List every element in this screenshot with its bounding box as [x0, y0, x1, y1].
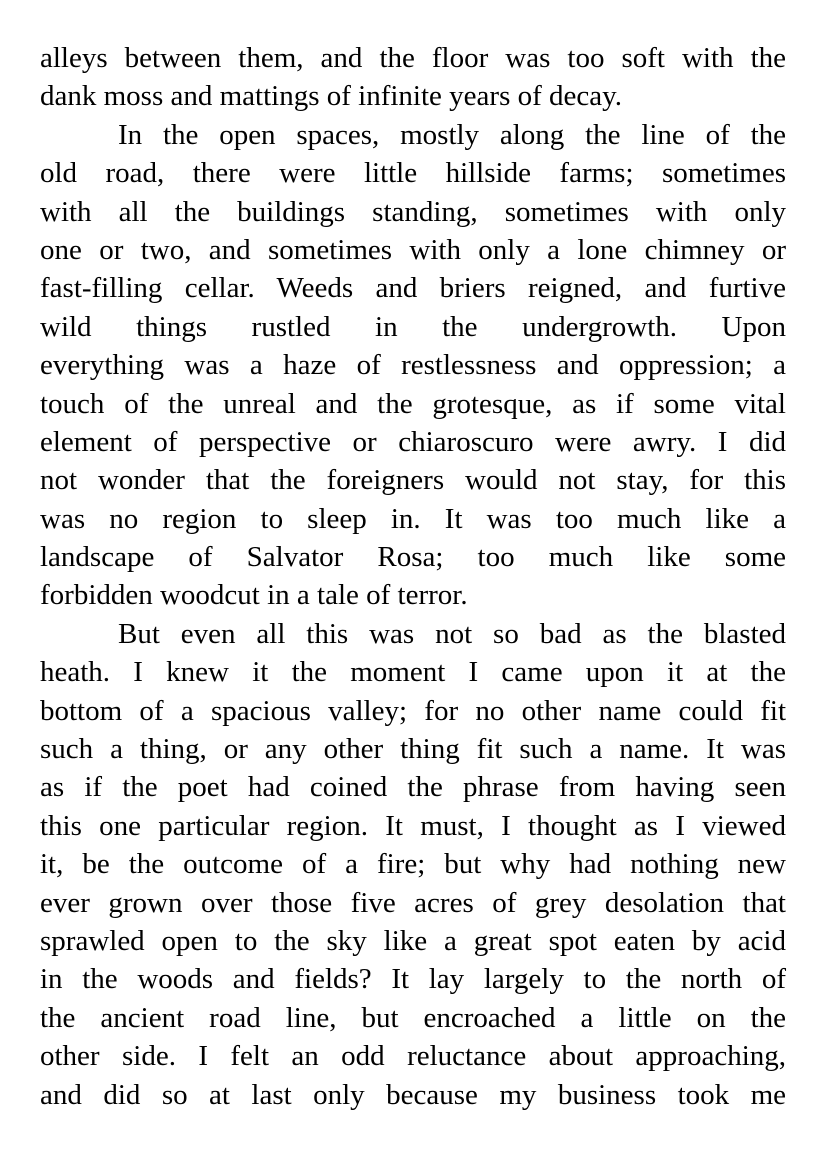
text-line: ever grown over those five acres of grey desolation that — [40, 886, 786, 919]
text-line: other side. I felt an odd reluctance about approaching, — [40, 1040, 786, 1073]
text-line: In the open spaces, mostly along the line of the — [118, 118, 786, 151]
text-line: landscape of Salvator Rosa; too much like some — [40, 541, 786, 574]
text-line: bottom of a spacious valley; for no other name could fit — [40, 694, 786, 727]
text-line: forbidden woodcut in a tale of terror. — [40, 579, 468, 612]
text-line: sprawled open to the sky like a great spot eaten by acid — [40, 924, 786, 957]
text-line: such a thing, or any other thing fit such a name. It was — [40, 733, 786, 766]
text-line: element of perspective or chiaroscuro were awry. I did — [40, 425, 786, 458]
text-line: old road, there were little hillside farms; sometimes — [40, 157, 786, 190]
text-line: this one particular region. It must, I thought as I viewed — [40, 809, 786, 842]
text-line: with all the buildings standing, sometimes with only — [40, 195, 786, 228]
text-line: But even all this was not so bad as the blasted — [118, 617, 786, 650]
text-line: was no region to sleep in. It was too much like a — [40, 502, 786, 535]
text-line: heath. I knew it the moment I came upon it at the — [40, 656, 786, 689]
text-line: it, be the outcome of a fire; but why had nothing new — [40, 848, 786, 881]
text-line: in the woods and fields? It lay largely to the north of — [40, 963, 786, 996]
text-line: one or two, and sometimes with only a lone chimney or — [40, 233, 786, 266]
paragraph — [40, 39, 786, 116]
text-line: not wonder that the foreigners would not stay, for this — [40, 464, 786, 497]
text-line: touch of the unreal and the grotesque, as if some vital — [40, 387, 786, 420]
paragraph — [40, 116, 786, 615]
text-line: dank moss and mattings of infinite years of decay. — [40, 80, 622, 113]
text-line: and did so at last only because my business took me — [40, 1078, 786, 1111]
text-line: as if the poet had coined the phrase from having seen — [40, 771, 786, 804]
paragraph — [40, 615, 786, 1114]
text-line: fast-filling cellar. Weeds and briers reigned, and furtive — [40, 272, 786, 305]
page-text — [40, 39, 786, 1114]
text-line: everything was a haze of restlessness and oppression; a — [40, 349, 786, 382]
text-line: wild things rustled in the undergrowth. Upon — [40, 310, 786, 343]
text-line: alleys between them, and the floor was too soft with the — [40, 42, 786, 74]
text-line: the ancient road line, but encroached a little on the — [40, 1001, 786, 1034]
